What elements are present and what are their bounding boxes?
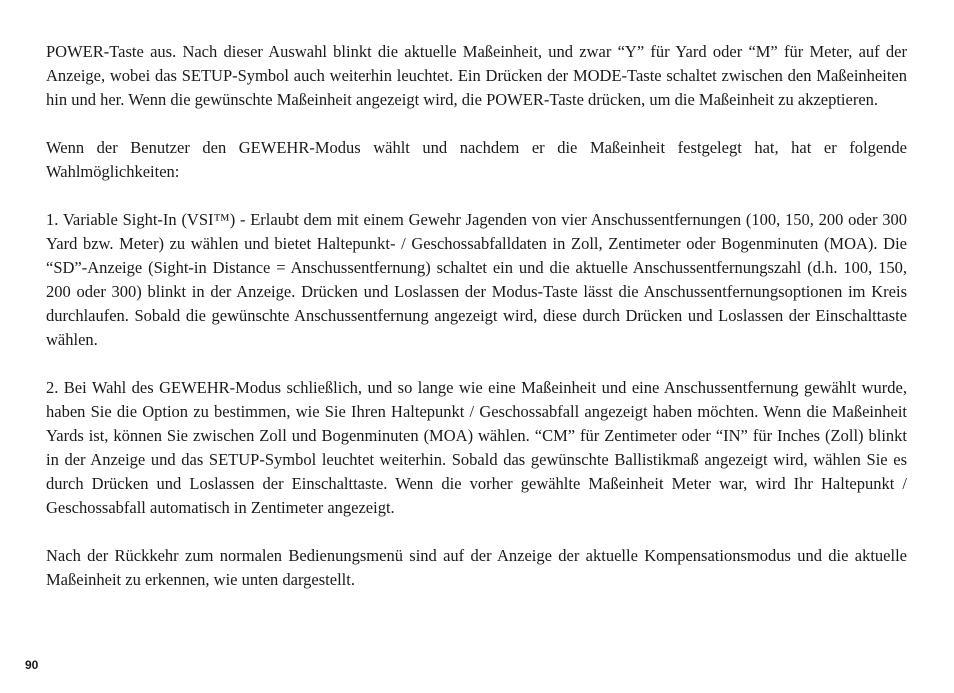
- paragraph-power-button: POWER-Taste aus. Nach dieser Auswahl blinkt die aktuelle Maßeinheit, und zwar “Y” für Yard oder “M” für Meter, auf der Anzeige, wobei das SETUP-Symbol auch weiterhin leuchtet. Ein Drücken der MODE-Taste schaltet zwischen den Maßeinheiten hin und her. Wenn die gewünschte Maßeinheit angezeigt wird, die POWER-Taste drücken, um die Maßeinheit zu akzeptieren.: [46, 42, 907, 109]
- paragraph-return-to-menu: Nach der Rückkehr zum normalen Bedienungsmenü sind auf der Anzeige der aktuelle Kompensationsmodus und die aktuelle Maßeinheit zu erkennen, wie unten dargestellt.: [46, 546, 907, 589]
- paragraph-variable-sight-in: 1. Variable Sight-In (VSI™) - Erlaubt dem mit einem Gewehr Jagenden von vier Anschussentfernungen (100, 150, 200 oder 300 Yard bzw. Meter) zu wählen und bietet Haltepunkt- / Geschossabfalldaten in Zoll, Zentimeter oder Bogenminuten (MOA). Die “SD”-Anzeige (Sight-in Distance = Anschussentfernung) schaltet ein und die aktuelle Anschussentfernungszahl (d.h. 100, 150, 200 oder 300) blinkt in der Anzeige. Drücken und Loslassen der Modus-Taste lässt die Anschussentfernungsoptionen im Kreis durchlaufen. Sobald die gewünschte Anschussentfernung angezeigt wird, diese durch Drücken und Loslassen der Einschalttaste wählen.: [46, 210, 907, 349]
- paragraph-rifle-mode-intro: Wenn der Benutzer den GEWEHR-Modus wählt und nachdem er die Maßeinheit festgelegt hat, hat er folgende Wahlmöglichkeiten:: [46, 138, 907, 181]
- document-page: [46, 40, 907, 592]
- page-number: 90: [25, 658, 39, 672]
- paragraph-holdover-display: 2. Bei Wahl des GEWEHR-Modus schließlich, und so lange wie eine Maßeinheit und eine Anschussentfernung gewählt wurde, haben Sie die Option zu bestimmen, wie Sie Ihren Haltepunkt / Geschossabfall angezeigt haben möchten. Wenn die Maßeinheit Yards ist, können Sie zwischen Zoll und Bogenminuten (MOA) wählen. “CM” für Zentimeter oder “IN” für Inches (Zoll) blinkt in der Anzeige und das SETUP-Symbol leuchtet weiterhin. Sobald das gewünschte Ballistikmaß angezeigt wird, wählen Sie es durch Drücken und Loslassen der Einschalttaste. Wenn die vorher gewählte Maßeinheit Meter war, wird Ihr Haltepunkt / Geschossabfall automatisch in Zentimeter angezeigt.: [46, 378, 907, 517]
